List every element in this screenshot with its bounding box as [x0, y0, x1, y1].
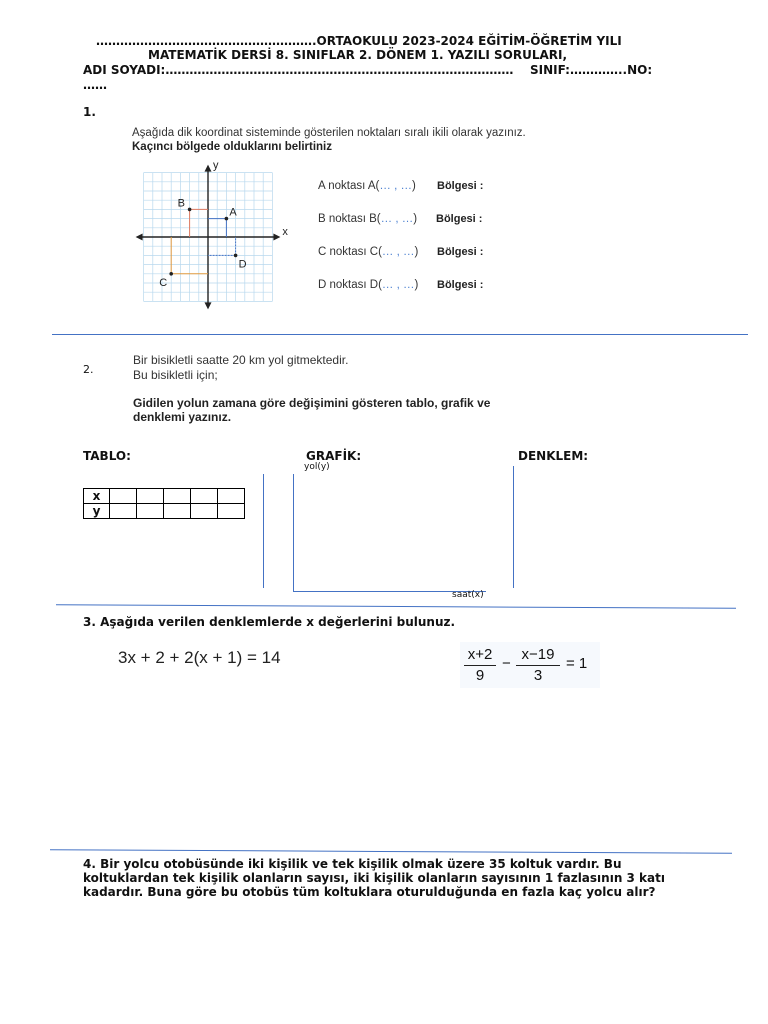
table-cell[interactable] — [191, 504, 218, 519]
q2-line-1: Bir bisikletli saatte 20 km yol gitmektedir. — [133, 353, 349, 367]
answer-blank[interactable]: … , … — [381, 246, 415, 258]
eq2-denominator-2: 3 — [533, 667, 543, 684]
eq2-fraction-bar-1 — [464, 665, 496, 666]
point-c — [169, 272, 173, 276]
answer-blank[interactable]: … , … — [380, 213, 414, 225]
separator-3 — [50, 849, 732, 854]
q2-line-2: Bu bisikletli için; — [133, 368, 218, 382]
answer-prefix: B noktası B( — [318, 213, 381, 225]
answer-row — [318, 180, 416, 192]
table-cell[interactable] — [218, 489, 245, 504]
point-d — [234, 254, 238, 258]
divider-left — [263, 474, 264, 588]
table-cell[interactable] — [191, 489, 218, 504]
answer-prefix: C noktası C( — [318, 246, 382, 258]
name-field-label: ADI SOYADI:…………………………………………………………………………… — [83, 63, 514, 77]
y-axis-label: y — [213, 162, 219, 172]
point-a — [225, 217, 229, 221]
answer-close: ) — [413, 213, 418, 225]
point-label-c: C — [159, 276, 168, 289]
answer-prefix: D noktası D( — [318, 279, 382, 291]
eq2-numerator-2: x−19 — [521, 646, 555, 663]
y-arrow-up — [205, 165, 212, 172]
answer-close: ) — [414, 279, 419, 291]
class-number-label: SINIF:…………..NO: — [530, 63, 653, 77]
table-label-x: x — [84, 489, 110, 504]
divider-right — [513, 466, 514, 588]
grafik-label: GRAFİK: — [306, 449, 362, 463]
tablo-label: TABLO: — [83, 449, 131, 463]
y-arrow-down — [205, 302, 212, 309]
q2-instruction-bold: Gidilen yolun zamana göre değişimini gösteren tablo, grafik ve denklemi yazınız. — [133, 396, 491, 424]
q1-instruction-normal: Aşağıda dik koordinat sisteminde gösterilen noktaları sıralı ikili olarak yazınız. — [132, 127, 526, 139]
denklem-label: DENKLEM: — [518, 449, 589, 463]
region-label: Bölgesi : — [437, 180, 484, 192]
table-cell[interactable] — [164, 504, 191, 519]
coordinate-points — [159, 197, 246, 288]
separator-1 — [52, 334, 748, 335]
point-label-b: B — [177, 197, 185, 210]
eq2-fraction-bar-2 — [516, 665, 560, 666]
header-line-1: ……………………………………………….ORTAOKULU 2023-2024 EĞİTİM-ÖĞRETİM YILI — [96, 34, 622, 48]
answer-blank[interactable]: … , … — [381, 279, 415, 291]
equation-2 — [460, 642, 600, 688]
answer-row — [318, 279, 418, 291]
x-axis-label: x — [282, 226, 288, 238]
table-cell[interactable] — [110, 489, 137, 504]
graph-y-axis-label: yol(y) — [304, 462, 330, 472]
table-row-x — [84, 489, 245, 504]
answer-row — [318, 246, 418, 258]
answer-blank[interactable]: … , … — [379, 180, 412, 192]
coordinate-plane — [130, 162, 290, 310]
header-line-2: MATEMATİK DERSİ 8. SINIFLAR 2. DÖNEM 1. YAZILI SORULARI, — [148, 48, 568, 62]
q1-number: 1. — [83, 105, 96, 119]
q4-text: 4. Bir yolcu otobüsünde iki kişilik ve tek kişilik olmak üzere 35 koltuk vardır. Bu koltuklardan tek kişilik olanların sayısı, iki kişilik olanların sayısının 1 fazlasının 3 katı kadardır. Buna göre bu otobüs tüm koltuklara oturulduğunda en fazla kaç yolcu alır? — [83, 857, 665, 899]
table-cell[interactable] — [137, 489, 164, 504]
table-row-y — [84, 504, 245, 519]
x-arrow-left — [136, 234, 143, 241]
q1-instruction-bold: Kaçıncı bölgede olduklarını belirtiniz — [132, 141, 333, 153]
point-b — [188, 208, 192, 212]
graph-y-axis — [293, 474, 294, 592]
point-label-d: D — [238, 258, 247, 271]
table-cell[interactable] — [110, 504, 137, 519]
q2-number: 2. — [83, 363, 94, 376]
coordinate-axes — [136, 165, 281, 310]
table-label-y: y — [84, 504, 110, 519]
separator-2 — [56, 604, 736, 609]
region-label: Bölgesi : — [436, 213, 483, 225]
point-label-a: A — [229, 206, 237, 219]
table-cell[interactable] — [137, 504, 164, 519]
answer-row — [318, 213, 417, 225]
answer-prefix: A noktası A( — [318, 180, 380, 192]
table-cell[interactable] — [218, 504, 245, 519]
answer-close: ) — [411, 180, 416, 192]
xy-table — [83, 488, 245, 519]
eq2-numerator-1: x+2 — [467, 646, 493, 663]
region-label: Bölgesi : — [437, 279, 484, 291]
table-cell[interactable] — [164, 489, 191, 504]
eq2-rhs: = 1 — [566, 655, 588, 672]
x-arrow-right — [273, 234, 280, 241]
eq2-denominator-1: 9 — [475, 667, 485, 684]
q1-instruction — [132, 126, 532, 154]
graph-x-axis-label: saat(x) — [452, 590, 484, 600]
equation-1: 3x + 2 + 2(x + 1) = 14 — [118, 648, 281, 667]
answer-close: ) — [414, 246, 419, 258]
q3-text: 3. Aşağıda verilen denklemlerde x değerlerini bulunuz. — [83, 615, 456, 629]
header-line-4: …… — [83, 78, 107, 92]
region-label: Bölgesi : — [437, 246, 484, 258]
eq2-minus: − — [502, 655, 511, 672]
